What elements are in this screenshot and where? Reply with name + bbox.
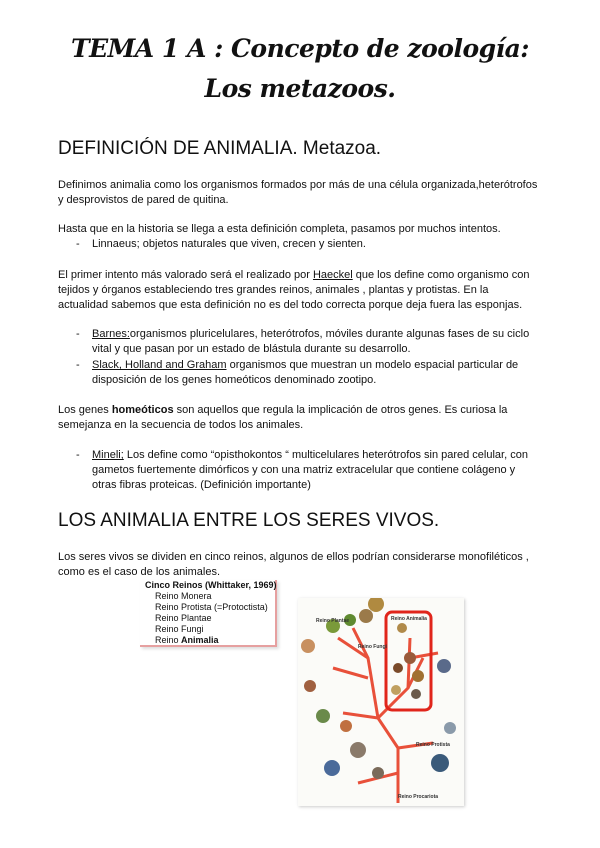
tree-of-life-illustration	[298, 598, 464, 806]
list-item-slack: Slack, Holland and Graham organismos que muestran un modelo espacial particular de disposición de los genes homeóticos denominado zootipo.	[92, 358, 542, 388]
section-heading-animalia: LOS ANIMALIA ENTRE LOS SERES VIVOS.	[58, 510, 440, 531]
text-line: El primer intento más valorado será el realizado por Haeckel que los define como organismo con	[58, 269, 530, 281]
kingdom-item-animalia: Reino Animalia	[155, 635, 219, 645]
haeckel-underlined: Haeckel	[312, 269, 353, 281]
text-line: otras fibras proteicas. (Definición importante)	[92, 479, 311, 491]
five-kingdoms-title: Cinco Reinos (Whittaker, 1969)	[145, 580, 277, 590]
list-item-barnes: Barnes:organismos pluricelulares, heterótrofos, móviles durante algunas fases de su ciclo vital y que pasan por un estado de blástula durante su desarrollo.	[92, 327, 542, 357]
kingdom-item: Reino Protista (=Protoctista)	[155, 602, 268, 612]
kingdom-item: Reino Plantae	[155, 613, 212, 623]
text-line: como es el caso de los animales.	[58, 566, 221, 578]
organism-thumbnails	[301, 598, 456, 779]
text-line: gametos fuertemente dimórficos y con una matriz extracelular que contiene colágeno y	[92, 464, 516, 476]
barnes-underlined: Barnes:	[92, 328, 130, 340]
kingdom-item: Reino Fungi	[155, 624, 204, 634]
text-line: actualidad sabemos que esta definición no es del todo correcta porque deja fuera las esponjas.	[58, 299, 523, 311]
label-procariota: Reino Procariota	[398, 794, 439, 800]
paragraph-cinco-reinos	[58, 550, 548, 580]
text-line: y desprovistos de pared de quitina.	[58, 194, 229, 206]
text-line: semejanza en la secuencia de todos los animales.	[58, 419, 304, 431]
paragraph-historia: Hasta que en la historia se llega a esta definición completa, pasamos por muchos intentos.	[58, 223, 501, 235]
tree-of-life-figure	[298, 598, 464, 806]
paragraph-haeckel	[58, 268, 548, 313]
five-kingdoms-box	[140, 580, 277, 647]
paragraph-homeoticos: Los genes homeóticos son aquellos que regula la implicación de otros genes. Es curiosa la semejanza en la secuencia de todos los animales.	[58, 403, 548, 433]
bullet-dash: -	[76, 449, 80, 461]
page-title-line-2: Los metazoos.	[204, 74, 396, 103]
mineli-underlined: Mineli;	[92, 449, 124, 461]
text-line: Los seres vivos se dividen en cinco reinos, algunos de ellos podrían considerarse monofiléticos ,	[58, 551, 529, 563]
text-line: tejidos y órganos estableciendo tres grandes reinos, animales , plantas y protistas. En la	[58, 284, 489, 296]
kingdom-item: Reino Monera	[155, 591, 212, 601]
paragraph-definimos	[58, 178, 548, 208]
homeoticos-bold: homeóticos	[111, 404, 174, 416]
label-protista: Reino Protista	[416, 742, 450, 748]
text-line: vital y que pasan por un estado de blástula durante su desarrollo.	[92, 343, 411, 355]
slack-underlined: Slack, Holland and Graham	[92, 359, 227, 371]
bullet-dash: -	[76, 238, 80, 250]
text-line: disposición de los genes homeóticos denominado zootipo.	[92, 374, 377, 386]
text-line: Definimos animalia como los organismos formados por más de una célula organizada,heterótrofos	[58, 179, 538, 191]
bullet-dash: -	[76, 359, 80, 371]
list-item-mineli: Mineli; Los define como “opisthokontos “ multicelulares heterótrofos sin pared celular, con gametos fuertemente dimórficos y con una matriz extracelular que contiene colágeno y otras fibras proteicas. (Definición importante)	[92, 448, 552, 493]
section-heading-definicion: DEFINICIÓN DE ANIMALIA. Metazoa.	[58, 138, 382, 159]
label-animalia: Reino Animalia	[391, 616, 427, 622]
label-fungi: Reino Fungi	[358, 644, 387, 650]
bullet-dash: -	[76, 328, 80, 340]
label-plantae: Reino Plantae	[316, 618, 350, 624]
list-item-linnaeus: Linnaeus; objetos naturales que viven, crecen y sienten.	[92, 238, 366, 250]
page-title-line-1: TEMA 1 A : Concepto de zoología:	[70, 34, 530, 63]
